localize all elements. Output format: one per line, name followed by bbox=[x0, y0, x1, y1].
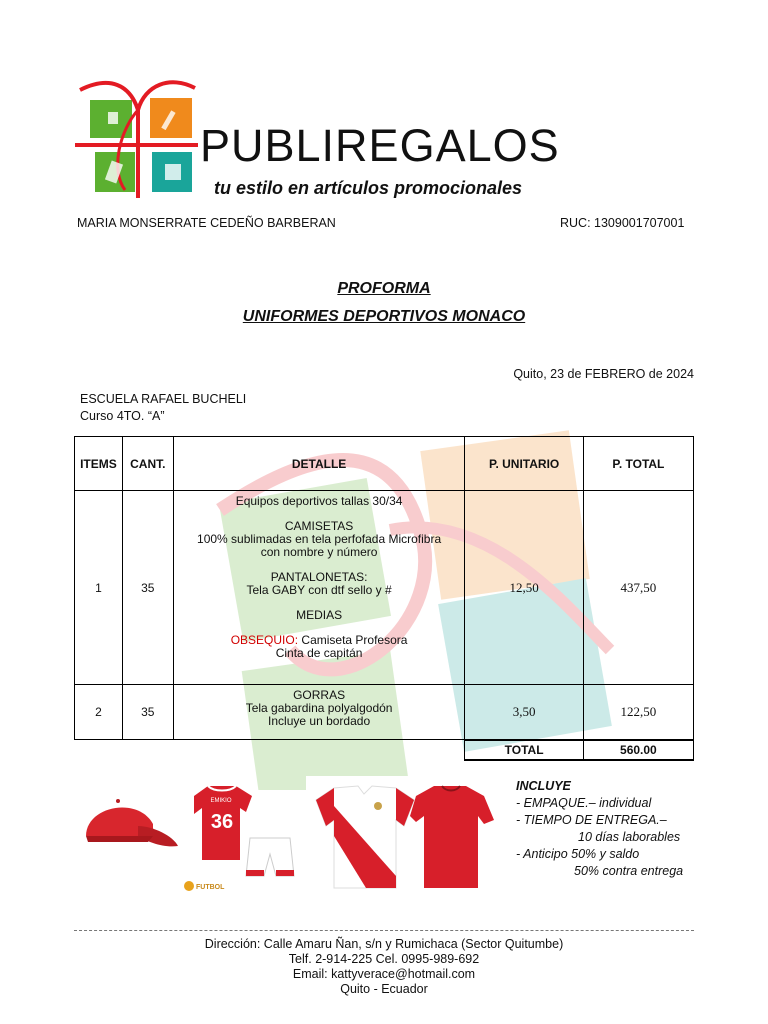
brand-slogan: tu estilo en artículos promocionales bbox=[214, 178, 523, 198]
detail-line: Incluye un bordado bbox=[268, 714, 371, 728]
red-cap-image bbox=[78, 796, 178, 856]
gift-text: Camiseta Profesora bbox=[298, 633, 408, 647]
jersey-name: EMIKIO bbox=[210, 798, 232, 804]
table-row bbox=[75, 685, 694, 740]
row-detail bbox=[173, 491, 465, 685]
includes-line: 10 días laborables bbox=[578, 830, 681, 844]
header-total-price: P. TOTAL bbox=[583, 437, 693, 491]
row-item: 1 bbox=[75, 491, 123, 685]
table-row bbox=[75, 491, 694, 685]
row-total-price: 122,50 bbox=[583, 685, 693, 740]
row-unit-price: 12,50 bbox=[465, 491, 583, 685]
row-qty: 35 bbox=[122, 685, 173, 740]
monaco-shirts-image bbox=[306, 776, 504, 896]
total-value: 560.00 bbox=[583, 740, 693, 760]
jersey-and-shorts-image bbox=[180, 778, 300, 896]
detail-line: Cinta de capitán bbox=[275, 646, 363, 660]
footer-address: Dirección: Calle Amaru Ñan, s/n y Rumichaca (Sector Quitumbe) bbox=[204, 937, 564, 951]
detail-line: CAMISETAS bbox=[284, 519, 354, 533]
gift-box-logo-icon bbox=[70, 70, 200, 200]
header-qty: CANT. bbox=[122, 437, 173, 491]
header-unit-price: P. UNITARIO bbox=[465, 437, 583, 491]
owner-name: MARIA MONSERRATE CEDEÑO BARBERAN bbox=[77, 216, 336, 230]
table-header-row bbox=[75, 437, 694, 491]
ruc-number: RUC: 1309001707001 bbox=[560, 216, 685, 230]
footer-phones: Telf. 2-914-225 Cel. 0995-989-692 bbox=[288, 952, 480, 966]
row-detail bbox=[173, 685, 465, 740]
includes-section bbox=[516, 778, 683, 880]
detail-line: Tela gabardina polyalgodón bbox=[245, 701, 393, 715]
row-total-price: 437,50 bbox=[583, 491, 693, 685]
detail-line: GORRAS bbox=[293, 688, 346, 702]
client-school: ESCUELA RAFAEL BUCHELI bbox=[80, 392, 247, 406]
total-row bbox=[75, 740, 694, 760]
row-unit-price: 3,50 bbox=[465, 685, 583, 740]
document-date: Quito, 23 de FEBRERO de 2024 bbox=[513, 367, 694, 381]
includes-line: - Anticipo 50% y saldo bbox=[516, 847, 640, 861]
includes-heading: INCLUYE bbox=[516, 779, 571, 793]
footer-divider bbox=[74, 930, 694, 931]
quote-table bbox=[74, 436, 694, 761]
jersey-number: 36 bbox=[210, 811, 234, 833]
includes-line: - TIEMPO DE ENTREGA.– bbox=[516, 813, 667, 827]
detail-line: 100% sublimadas en tela perfofada Microfibra bbox=[197, 532, 442, 546]
includes-line: 50% contra entrega bbox=[574, 864, 684, 878]
detail-line: con nombre y número bbox=[260, 545, 378, 559]
header-items: ITEMS bbox=[75, 437, 123, 491]
total-label: TOTAL bbox=[465, 740, 583, 760]
detail-line: MEDIAS bbox=[296, 608, 343, 622]
document-title: PROFORMA bbox=[337, 280, 431, 297]
detail-line: Equipos deportivos tallas 30/34 bbox=[235, 494, 403, 508]
header-detail: DETALLE bbox=[173, 437, 465, 491]
row-item: 2 bbox=[75, 685, 123, 740]
includes-line: - EMPAQUE.– individual bbox=[516, 796, 652, 810]
document-subtitle: UNIFORMES DEPORTIVOS MONACO bbox=[242, 308, 526, 325]
futbol-logo: FUTBOL bbox=[196, 884, 225, 891]
footer bbox=[0, 937, 768, 997]
row-qty: 35 bbox=[122, 491, 173, 685]
gift-label: OBSEQUIO: bbox=[230, 633, 299, 647]
detail-line: PANTALONETAS: bbox=[270, 570, 368, 584]
detail-line: Tela GABY con dtf sello y # bbox=[246, 583, 392, 597]
footer-email: Email: kattyverace@hotmail.com bbox=[292, 967, 476, 981]
client-course: Curso 4TO. “A” bbox=[80, 409, 165, 423]
brand-name: PUBLIREGALOS bbox=[200, 120, 560, 171]
footer-city: Quito - Ecuador bbox=[340, 982, 428, 996]
